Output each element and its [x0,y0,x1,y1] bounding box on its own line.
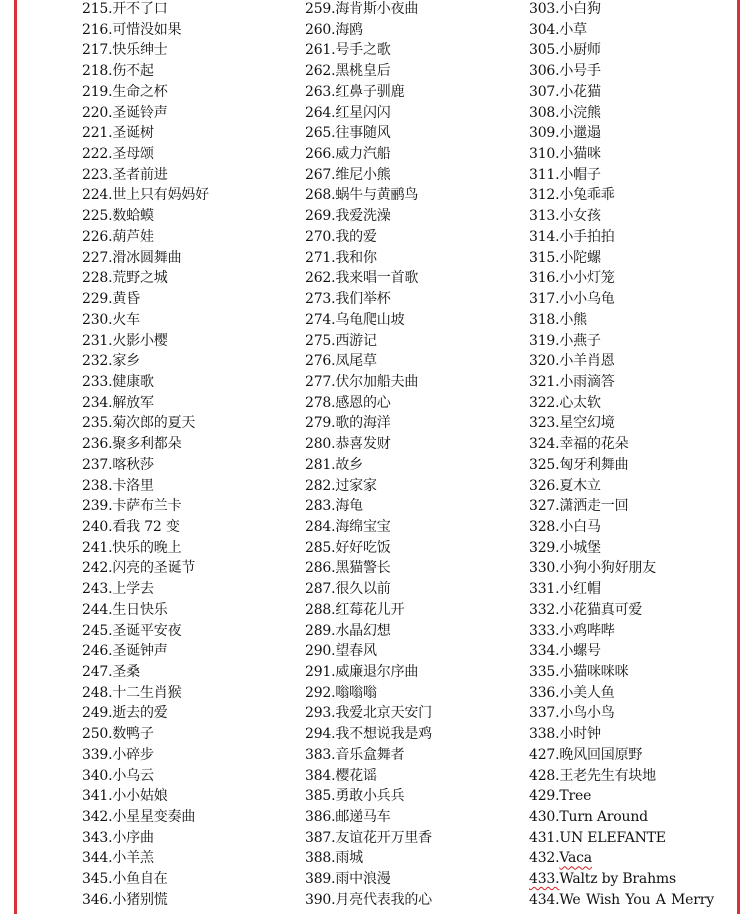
song-entry: 313.小女孩 [529,208,601,225]
song-entry: 250.数鸭子 [82,726,154,743]
song-entry: 268.蜗牛与黄鹂鸟 [305,187,419,204]
song-entry: 307.小花猫 [529,83,601,100]
song-entry: 311.小帽子 [529,166,601,183]
song-entry: 287.很久以前 [305,581,391,598]
song-entry: 387.友谊花开万里香 [305,829,432,846]
song-entry: 430.Turn Around [529,809,648,826]
song-entry: 340.小乌云 [82,767,154,784]
song-entry: 247.圣桑 [82,664,140,680]
song-entry: 221.圣诞树 [82,125,154,142]
song-entry: 334.小螺号 [529,643,601,660]
song-entry-word: Wish [585,891,620,908]
song-entry: 306.小号手 [529,63,601,80]
song-entry: 217.快乐绅士 [82,42,168,59]
song-entry: 267.维尼小熊 [305,166,391,183]
song-entry: 243.上学去 [82,581,154,598]
song-column-1 [82,0,297,911]
song-entry: 386.邮递马车 [305,809,391,826]
song-entry-justified [529,890,714,911]
song-entry: 428.王老先生有块地 [529,767,656,784]
spellcheck-underline: Vaca [559,850,592,867]
song-entry: 342.小星星变奏曲 [82,809,196,826]
song-entry: 326.夏木立 [529,477,601,494]
song-entry: 389.雨中浪漫 [305,871,391,888]
song-entry: 246.圣诞钟声 [82,643,168,660]
song-entry: 265.往事随风 [305,125,391,142]
song-entry: 266.威力汽船 [305,146,391,163]
song-entry: 345.小鱼自在 [82,871,168,888]
song-entry: 310.小猫咪 [529,146,601,163]
song-entry: 303.小白狗 [529,1,601,17]
song-entry: 324.幸福的花朵 [529,436,629,453]
song-entry: 284.海绵宝宝 [305,518,391,535]
song-entry: 383.音乐盒舞者 [305,746,405,763]
song-entry: 431.UN ELEFANTE [529,829,666,846]
song-entry: 260.海鸥 [305,21,363,38]
song-entry: 290.望春风 [305,643,377,660]
song-entry: 427.晚风回国原野 [529,746,643,763]
song-entry: 264.红星闪闪 [305,104,391,121]
song-entry: 245.圣诞平安夜 [82,622,182,639]
song-entry: 308.小浣熊 [529,104,601,121]
song-entry: 433.Waltz by Brahms [529,871,676,888]
song-entry: 244.生日快乐 [82,601,168,618]
song-entry: 329.小城堡 [529,539,601,556]
song-entry: 289.水晶幻想 [305,622,391,639]
song-entry: 242.闪亮的圣诞节 [82,560,196,577]
song-entry: 390.月亮代表我的心 [305,891,432,908]
song-entry: 322.心太软 [529,394,601,411]
song-entry: 283.海龟 [305,498,363,515]
song-entry: 228.荒野之城 [82,270,168,287]
song-entry: 385.勇敢小兵兵 [305,788,405,805]
song-entry: 317.小小乌龟 [529,291,615,308]
song-entry: 336.小美人鱼 [529,684,615,701]
song-entry: 226.葫芦娃 [82,228,154,245]
song-entry: 277.伏尔加船夫曲 [305,373,419,390]
song-entry: 316.小小灯笼 [529,270,615,287]
song-entry: 222.圣母颂 [82,146,154,163]
song-entry: 335.小猫咪咪咪 [529,664,629,680]
song-entry: 238.卡洛里 [82,477,154,494]
song-entry: 292.嗡嗡嗡 [305,684,377,701]
song-entry: 215.开不了口 [82,1,168,17]
song-entry: 231.火影小樱 [82,332,168,349]
song-entry: 286.黑猫警长 [305,560,391,577]
song-entry: 343.小序曲 [82,829,154,846]
song-entry: 337.小鸟小鸟 [529,705,615,722]
song-entry-word: Merry [671,891,714,908]
spellcheck-underline: 433. [529,871,560,888]
song-entry: 341.小小姑娘 [82,788,168,805]
song-entry: 248.十二生肖猴 [82,684,182,701]
song-entry: 327.潇洒走一回 [529,498,629,515]
song-entry: 314.小手拍拍 [529,228,615,245]
song-entry-word: 434.We [529,891,581,908]
song-entry: 224.世上只有妈妈好 [82,187,209,204]
song-entry: 278.感恩的心 [305,394,391,411]
song-entry: 271.我和你 [305,249,377,266]
song-entry: 294.我不想说我是鸡 [305,726,432,743]
song-column-2 [305,0,520,911]
song-entry: 285.好好吃饭 [305,539,391,556]
song-entry: 339.小碎步 [82,746,154,763]
song-entry: 384.樱花谣 [305,767,377,784]
song-entry: 240.看我 72 变 [82,518,180,535]
song-entry: 270.我的爱 [305,228,377,245]
song-entry: 263.红鼻子驯鹿 [305,83,405,100]
song-entry: 323.星空幻境 [529,415,615,432]
song-entry: 331.小红帽 [529,581,601,598]
song-entry: 220.圣诞铃声 [82,104,168,121]
song-entry: 429.Tree [529,788,592,805]
song-entry: 262.我来唱一首歌 [305,270,419,287]
song-entry: 227.滑冰圆舞曲 [82,249,182,266]
song-entry: 328.小白马 [529,518,601,535]
song-entry: 315.小陀螺 [529,249,601,266]
song-entry: 259.海肯斯小夜曲 [305,1,419,17]
song-column-3 [529,0,734,911]
song-entry: 388.雨城 [305,850,363,867]
song-entry: 344.小羊羔 [82,850,154,867]
song-entry: 338.小时钟 [529,726,601,743]
song-entry: 321.小雨滴答 [529,373,615,390]
song-entry: 225.数蛤蟆 [82,208,154,225]
song-entry: 312.小兔乖乖 [529,187,615,204]
song-entry: 330.小狗小狗好朋友 [529,560,656,577]
song-entry: 333.小鸡哔哔 [529,622,615,639]
song-entry: 232.家乡 [82,353,140,370]
song-entry: 325.匈牙利舞曲 [529,456,629,473]
song-entry: 234.解放军 [82,394,154,411]
song-entry: 236.聚多利都朵 [82,436,182,453]
song-entry: 216.可惜没如果 [82,21,182,38]
song-entry: 235.菊次郎的夏天 [82,415,196,432]
song-entry: 229.黄昏 [82,291,140,308]
song-entry: 305.小厨师 [529,42,601,59]
song-entry: 218.伤不起 [82,63,154,80]
song-entry-word: You [625,891,651,908]
song-entry: 281.故乡 [305,456,363,473]
song-entry: 273.我们举杯 [305,291,391,308]
song-entry: 262.黑桃皇后 [305,63,391,80]
song-entry: 223.圣者前进 [82,166,168,183]
song-entry: 320.小羊肖恩 [529,353,615,370]
song-entry: 332.小花猫真可爱 [529,601,643,618]
song-entry: 291.威廉退尔序曲 [305,664,419,680]
song-entry: 276.凤尾草 [305,353,377,370]
song-entry: 282.过家家 [305,477,377,494]
song-entry: 233.健康歌 [82,373,154,390]
song-entry: 269.我爱洗澡 [305,208,391,225]
song-entry: 346.小猪别慌 [82,891,168,908]
song-entry: 318.小熊 [529,311,587,328]
song-entry: 230.火车 [82,311,140,328]
song-entry-word: A [655,891,666,908]
song-entry: 293.我爱北京天安门 [305,705,432,722]
song-entry: 237.喀秋莎 [82,456,154,473]
song-entry: 249.逝去的爱 [82,705,168,722]
song-entry: 219.生命之杯 [82,83,168,100]
song-entry: 319.小燕子 [529,332,601,349]
song-entry: 288.红莓花儿开 [305,601,405,618]
song-entry: 274.乌龟爬山坡 [305,311,405,328]
song-entry: 309.小邋遢 [529,125,601,142]
song-entry: 275.西游记 [305,332,377,349]
song-entry: 432.Vaca [529,850,592,867]
song-entry: 304.小草 [529,21,587,38]
song-entry: 239.卡萨布兰卡 [82,498,182,515]
song-entry: 241.快乐的晚上 [82,539,182,556]
song-entry: 280.恭喜发财 [305,436,391,453]
song-entry: 279.歌的海洋 [305,415,391,432]
song-entry: 261.号手之歌 [305,42,391,59]
